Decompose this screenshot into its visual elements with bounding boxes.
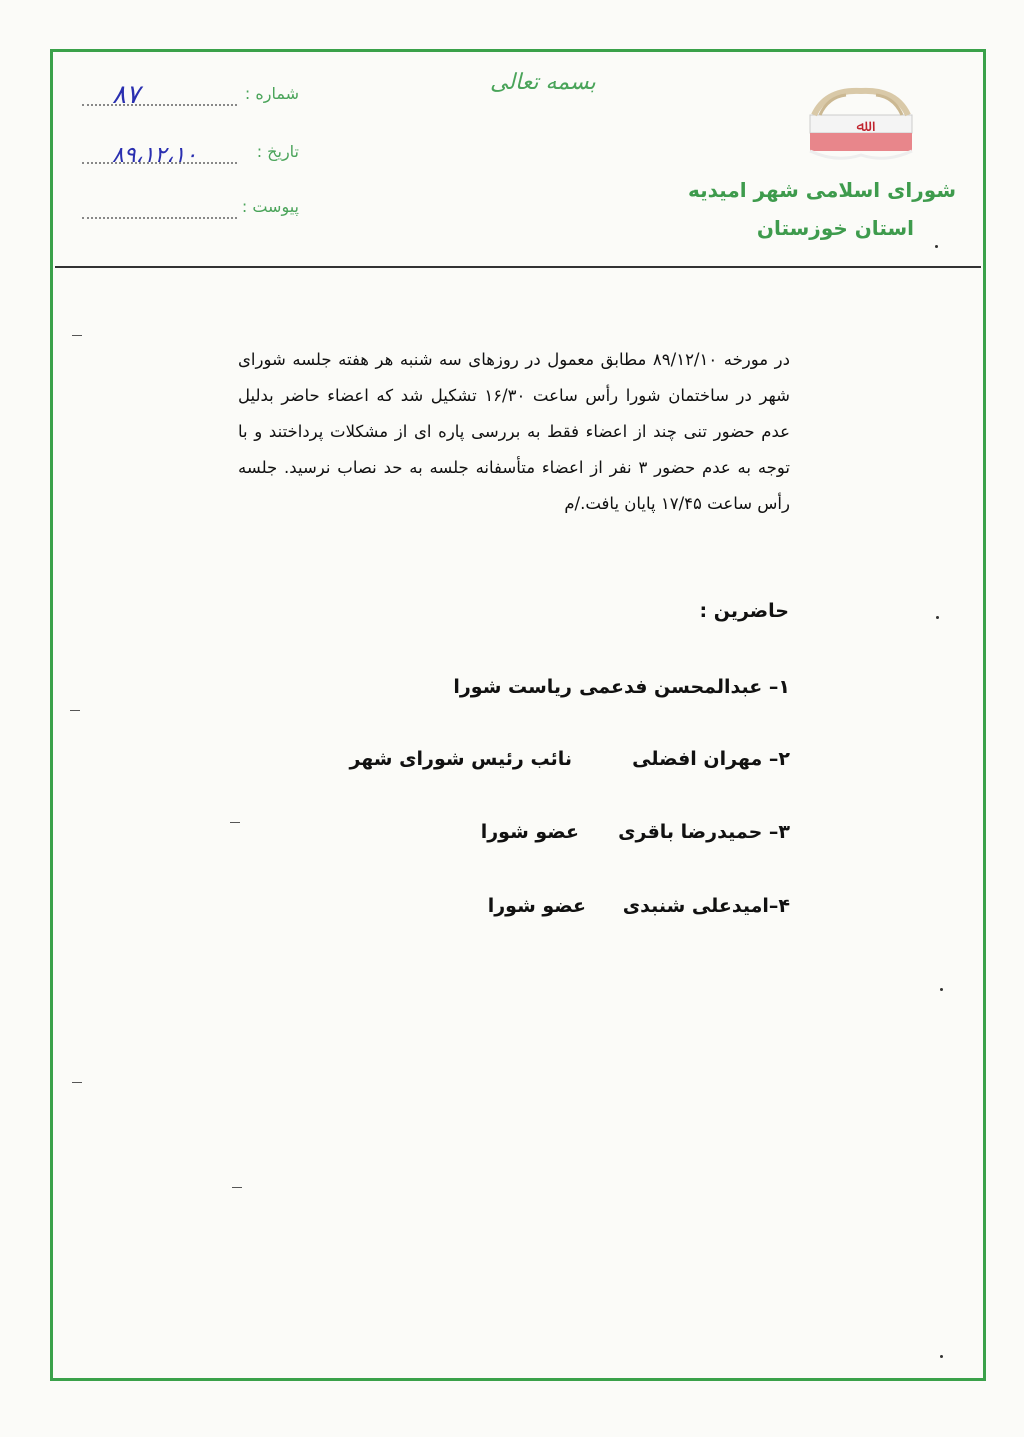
attendee-name-1: ۱– عبدالمحسن فدعمی bbox=[579, 676, 790, 698]
attendee-role-3: عضو شورا bbox=[480, 821, 579, 843]
header-divider bbox=[55, 266, 981, 268]
bismillah: بسمه تعالی bbox=[490, 70, 596, 95]
attendees-title: حاضرین : bbox=[699, 600, 789, 622]
minutes-paragraph: در مورخه ۸۹/۱۲/۱۰ مطابق معمول در روزهای سه شنبه هر هفته جلسه شورای شهر در ساختمان شورا رأس ساعت ۱۶/۳۰ تشکیل شد که اعضاء حاضر بدلیل عدم حضور تنی چند از اعضاء فقط به بررسی پاره ای از مشکلات پرداختند و با توجه به عدم حضور ۳ نفر از اعضاء متأسفانه جلسه به حد نصاب نرسید. جلسه رأس ساعت ۱۷/۴۵ پایان یافت./م bbox=[238, 350, 790, 513]
attachment-label: پیوست : bbox=[241, 197, 299, 216]
date-label: تاریخ : bbox=[256, 142, 299, 161]
attendee-name-3: ۳– حمیدرضا باقری bbox=[618, 821, 790, 843]
attendee-name-4: ۴–امیدعلی شنبدی bbox=[622, 895, 790, 917]
scan-speck bbox=[935, 245, 938, 248]
page-border bbox=[50, 49, 986, 1381]
scan-speck bbox=[940, 988, 943, 991]
scan-mark bbox=[70, 710, 80, 711]
date-row bbox=[82, 140, 307, 168]
number-row bbox=[82, 82, 307, 110]
number-dots bbox=[82, 104, 237, 106]
attachment-row bbox=[82, 195, 307, 223]
attendee-role-1: ریاست شورا bbox=[453, 676, 572, 698]
scan-speck bbox=[940, 1355, 943, 1358]
date-value: ۸۹،۱۲،۱۰ bbox=[112, 143, 198, 168]
scan-mark bbox=[72, 335, 82, 336]
attendee-name-2: ۲– مهران افضلی bbox=[632, 748, 790, 770]
attachment-dots bbox=[82, 217, 237, 219]
scan-mark bbox=[232, 1187, 242, 1188]
council-name: شورای اسلامی شهر امیدیه bbox=[687, 178, 956, 202]
number-value: ۸۷ bbox=[112, 80, 140, 110]
attendee-role-4: عضو شورا bbox=[487, 895, 586, 917]
attendee-role-2: نائب رئیس شورای شهر bbox=[349, 748, 572, 770]
number-label: شماره : bbox=[244, 84, 299, 103]
svg-text:ﷲ: ﷲ bbox=[856, 116, 866, 135]
scan-mark bbox=[230, 822, 240, 823]
province-name: استان خوزستان bbox=[756, 216, 914, 240]
emblem-icon bbox=[806, 85, 916, 165]
scan-mark bbox=[72, 1082, 82, 1083]
scan-speck bbox=[936, 616, 939, 619]
